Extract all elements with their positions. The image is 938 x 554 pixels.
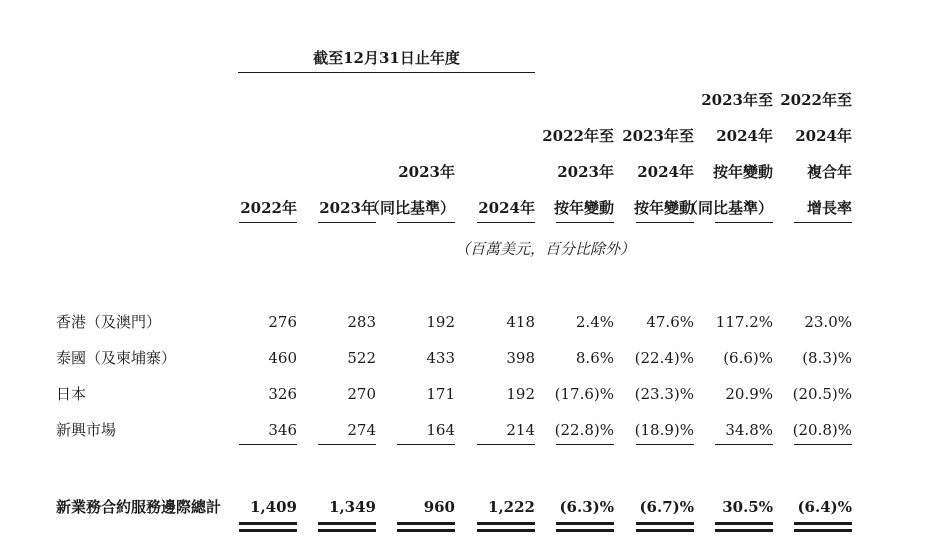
- column-header-line: 2022年至: [542, 127, 614, 145]
- row-label: 日本: [56, 385, 87, 403]
- column-header-line: 2024年: [478, 199, 535, 217]
- column-header-line: 2024年: [637, 163, 694, 181]
- total-double-underline: [397, 529, 455, 532]
- table-cell: 326: [268, 385, 297, 403]
- total-double-underline: [318, 522, 376, 525]
- table-cell: 433: [426, 349, 455, 367]
- column-header-line: 按年變動: [712, 163, 773, 181]
- table-cell: 2.4%: [575, 313, 614, 331]
- column-header-line: （同比基準）: [364, 199, 455, 217]
- table-cell: 171: [426, 385, 455, 403]
- row-label: 泰國（及柬埔寨）: [56, 349, 177, 367]
- table-cell: (17.6)%: [554, 385, 614, 403]
- table-cell: 23.0%: [804, 313, 852, 331]
- column-header-underline: [397, 222, 455, 223]
- total-double-underline: [636, 529, 694, 532]
- total-double-underline: [477, 529, 535, 532]
- total-double-underline: [556, 529, 614, 532]
- total-double-underline: [318, 529, 376, 532]
- column-header-line: 2023年至: [622, 127, 694, 145]
- column-header-line: 2023年: [319, 199, 376, 217]
- table-cell: 522: [347, 349, 376, 367]
- column-header-line: 複合年: [806, 163, 852, 181]
- total-double-underline: [556, 522, 614, 525]
- total-cell: 30.5%: [722, 498, 773, 516]
- table-cell: 283: [347, 313, 376, 331]
- table-cell: (20.5)%: [792, 385, 852, 403]
- table-cell: 274: [347, 421, 376, 439]
- subtotal-underline: [715, 444, 773, 445]
- column-header-line: 按年變動: [633, 199, 694, 217]
- table-cell: (18.9)%: [634, 421, 694, 439]
- table-cell: 164: [426, 421, 455, 439]
- table-cell: 117.2%: [715, 313, 773, 331]
- row-label: 新興市場: [56, 421, 117, 439]
- table-cell: 418: [506, 313, 535, 331]
- total-cell: 1,349: [329, 498, 376, 516]
- table-cell: 34.8%: [725, 421, 773, 439]
- total-double-underline: [715, 522, 773, 525]
- table-cell: 398: [506, 349, 535, 367]
- total-cell: 1,222: [488, 498, 535, 516]
- column-header-line: 增長率: [806, 199, 852, 217]
- subtotal-underline: [556, 444, 614, 445]
- column-header-line: 2024年: [795, 127, 852, 145]
- total-cell: (6.4)%: [797, 498, 852, 516]
- column-header-underline: [556, 222, 614, 223]
- table-cell: (20.8)%: [792, 421, 852, 439]
- row-label: 香港（及澳門）: [56, 313, 162, 331]
- unit-note: （百萬美元，百分比除外）: [455, 240, 636, 258]
- column-header-line: 2023年: [398, 163, 455, 181]
- column-header-underline: [318, 222, 376, 223]
- period-header-underline: [238, 72, 535, 73]
- table-cell: 20.9%: [725, 385, 773, 403]
- column-header-line: 按年變動: [553, 199, 614, 217]
- table-cell: 460: [268, 349, 297, 367]
- column-header-line: 2024年: [716, 127, 773, 145]
- total-double-underline: [636, 522, 694, 525]
- table-cell: 8.6%: [575, 349, 614, 367]
- total-double-underline: [239, 529, 297, 532]
- table-cell: 276: [268, 313, 297, 331]
- table-cell: (22.8)%: [554, 421, 614, 439]
- total-label: 新業務合約服務邊際總計: [56, 498, 222, 516]
- total-double-underline: [794, 522, 852, 525]
- total-double-underline: [239, 522, 297, 525]
- column-header-underline: [636, 222, 694, 223]
- column-header-line: 2023年至: [701, 91, 773, 109]
- period-header: 截至12月31日止年度: [313, 49, 460, 67]
- table-cell: (22.4)%: [634, 349, 694, 367]
- column-header-line: 2023年: [557, 163, 614, 181]
- total-cell: 960: [423, 498, 455, 516]
- column-header-underline: [715, 222, 773, 223]
- column-header-line: 2022年: [240, 199, 297, 217]
- subtotal-underline: [794, 444, 852, 445]
- total-cell: (6.7)%: [639, 498, 694, 516]
- subtotal-underline: [636, 444, 694, 445]
- table-cell: 270: [347, 385, 376, 403]
- subtotal-underline: [239, 444, 297, 445]
- table-cell: 47.6%: [646, 313, 694, 331]
- total-cell: (6.3)%: [559, 498, 614, 516]
- table-cell: 346: [268, 421, 297, 439]
- subtotal-underline: [397, 444, 455, 445]
- subtotal-underline: [318, 444, 376, 445]
- table-cell: (23.3)%: [634, 385, 694, 403]
- total-double-underline: [794, 529, 852, 532]
- table-cell: 192: [506, 385, 535, 403]
- total-cell: 1,409: [250, 498, 297, 516]
- column-header-underline: [794, 222, 852, 223]
- column-header-underline: [477, 222, 535, 223]
- table-cell: (8.3)%: [802, 349, 852, 367]
- total-double-underline: [715, 529, 773, 532]
- table-cell: 192: [426, 313, 455, 331]
- table-cell: (6.6)%: [723, 349, 773, 367]
- column-header-line: 2022年至: [780, 91, 852, 109]
- total-double-underline: [477, 522, 535, 525]
- subtotal-underline: [477, 444, 535, 445]
- column-header-line: （同比基準）: [682, 199, 773, 217]
- table-cell: 214: [506, 421, 535, 439]
- column-header-underline: [239, 222, 297, 223]
- total-double-underline: [397, 522, 455, 525]
